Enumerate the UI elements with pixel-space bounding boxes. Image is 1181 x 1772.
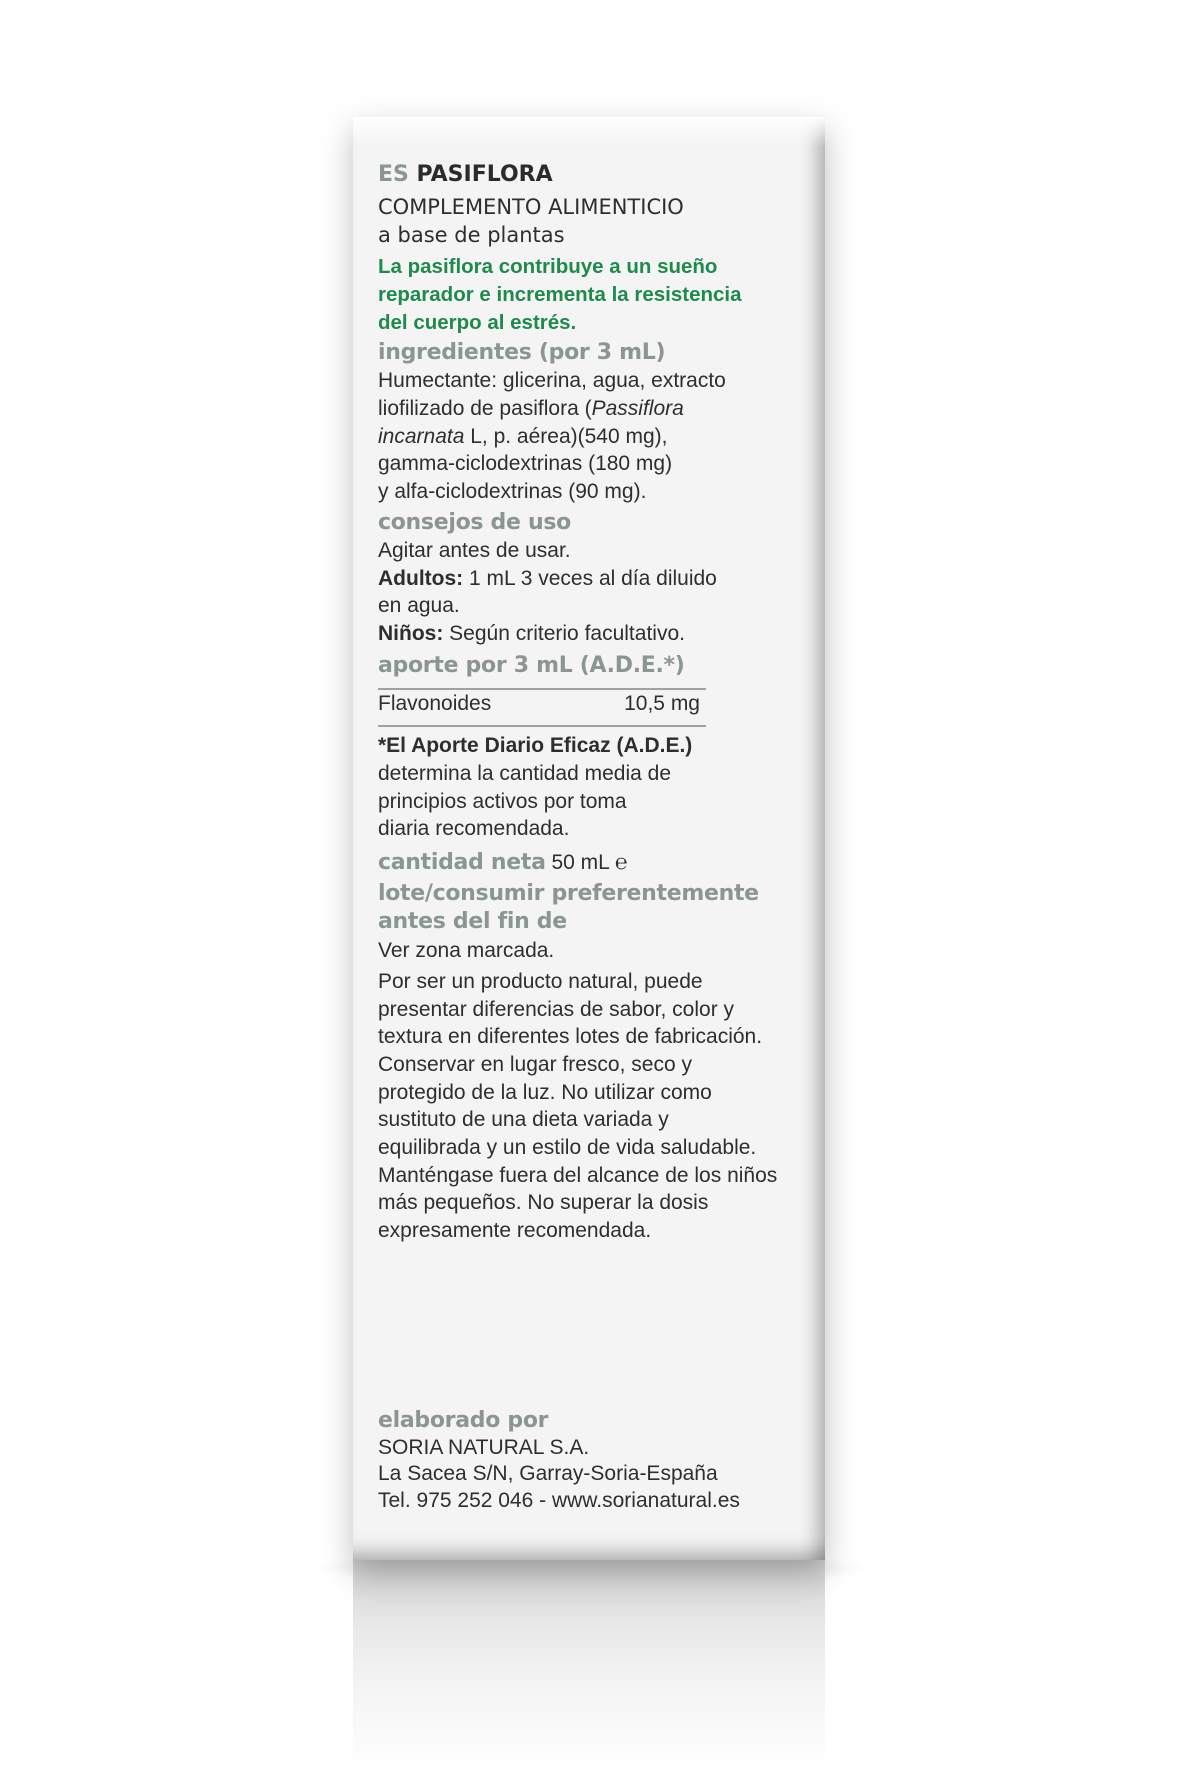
claim-line: del cuerpo al estrés.: [378, 311, 577, 334]
warning-line: Manténgase fuera del alcance de los niños: [378, 1164, 778, 1187]
ingredients-line: Humectante: glicerina, agua, extracto: [378, 369, 726, 392]
product-category-sub: a base de plantas: [378, 223, 565, 247]
table-bottom-rule: [378, 725, 706, 727]
manufacturer-name: SORIA NATURAL S.A.: [378, 1436, 590, 1459]
usage-line: en agua.: [378, 594, 460, 617]
ade-note-line: determina la cantidad media de: [378, 762, 672, 785]
warning-line: protegido de la luz. No utilizar como: [378, 1081, 712, 1104]
usage-heading: consejos de uso: [378, 510, 571, 535]
ingredients-line: [378, 395, 684, 423]
warning-line: expresamente recomendada.: [378, 1219, 652, 1242]
lot-heading: antes del fin de: [378, 909, 567, 934]
ingredients-text: L, p. aérea)(540 mg),: [464, 425, 668, 448]
lot-heading: lote/consumir preferentemente: [378, 881, 759, 906]
net-quantity: [378, 849, 628, 877]
product-title: [378, 161, 553, 189]
language-code: ES: [378, 162, 409, 187]
usage-line: Agitar antes de usar.: [378, 539, 571, 562]
warning-line: equilibrada y un estilo de vida saludable.: [378, 1136, 757, 1159]
nutrient-name: Flavonoides: [378, 692, 492, 715]
ade-note-line: principios activos por toma: [378, 790, 627, 813]
manufacturer-address: La Sacea S/N, Garray-Soria-España: [378, 1462, 718, 1485]
nutrient-value: 10,5 mg: [624, 692, 700, 715]
warning-line: sustituto de una dieta variada y: [378, 1108, 669, 1131]
ingredients-line: [378, 423, 668, 451]
ingredients-line: gamma-ciclodextrinas (180 mg): [378, 452, 673, 475]
manufacturer-contact: Tel. 975 252 046 - www.sorianatural.es: [378, 1489, 740, 1512]
adults-text: 1 mL 3 veces al día diluido: [463, 567, 717, 590]
ingredients-line: y alfa-ciclodextrinas (90 mg).: [378, 480, 647, 503]
box-reflection: [353, 1560, 825, 1772]
table-row: [378, 690, 700, 718]
children-label: Niños:: [378, 622, 444, 645]
net-quantity-heading: cantidad neta: [378, 850, 546, 875]
claim-line: reparador e incrementa la resistencia: [378, 283, 742, 306]
warning-line: textura en diferentes lotes de fabricación.: [378, 1025, 763, 1048]
ade-note-line: diaria recomendada.: [378, 817, 570, 840]
warning-line: más pequeños. No superar la dosis: [378, 1191, 709, 1214]
claim-line: La pasiflora contribuye a un sueño: [378, 255, 718, 278]
lot-text: Ver zona marcada.: [378, 939, 555, 962]
ingredients-heading: ingredientes (por 3 mL): [378, 340, 666, 365]
latin-name: incarnata: [378, 425, 465, 448]
contribution-heading: aporte por 3 mL (A.D.E.*): [378, 653, 685, 678]
ade-note-title: *El Aporte Diario Eficaz (A.D.E.): [378, 734, 693, 757]
ingredients-text: liofilizado de pasiflora (: [378, 397, 592, 420]
product-name: PASIFLORA: [416, 162, 553, 187]
product-category: COMPLEMENTO ALIMENTICIO: [378, 195, 684, 219]
latin-name: Passiflora: [591, 397, 684, 420]
manufacturer-heading: elaborado por: [378, 1408, 549, 1433]
warning-line: Conservar en lugar fresco, seco y: [378, 1053, 692, 1076]
usage-adults: [378, 565, 717, 593]
children-text: Según criterio facultativo.: [443, 622, 685, 645]
warning-line: presentar diferencias de sabor, color y: [378, 998, 735, 1021]
warning-line: Por ser un producto natural, puede: [378, 970, 703, 993]
usage-children: [378, 620, 685, 648]
net-quantity-value: 50 mL ℮: [545, 851, 628, 874]
adults-label: Adultos:: [378, 567, 464, 590]
